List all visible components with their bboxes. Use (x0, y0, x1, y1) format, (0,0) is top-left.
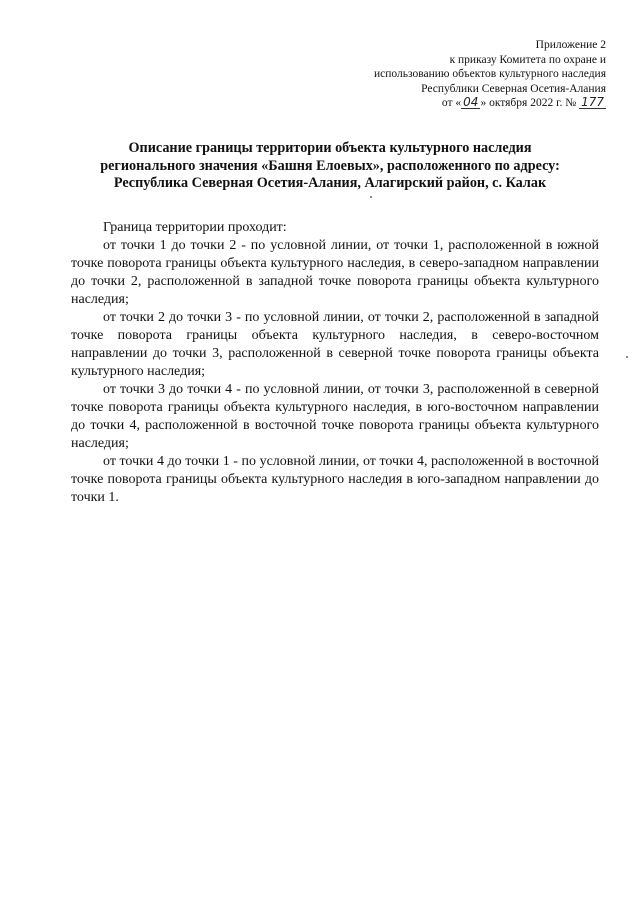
title-line-1: Описание границы территории объекта культурного наследия (128, 140, 532, 156)
boundary-segment-3-4: от точки 3 до точки 4 - по условной линии, от точки 3, расположенной в северной точке поворота границы объекта культурного наследия, в юго-восточном направлении до точки 4, расположенной в восточной точке поворота границы объекта культурного наследия; (71, 382, 599, 451)
document-body (71, 219, 599, 507)
appendix-header (286, 38, 606, 111)
title-line-3: Республика Северная Осетия-Алания, Алагирский район, с. Калак (113, 175, 547, 191)
handwritten-day: 04 (463, 95, 479, 109)
order-reference: к приказу Комитета по охране и (449, 53, 606, 66)
boundary-segment-2-3: от точки 2 до точки 3 - по условной линии, от точки 2, расположенной в западной точке поворота границы объекта культурного наследия, в северо-восточном направлении до точки 3, расположенной в северной точке поворота границы объекта культурного наследия; (71, 310, 599, 379)
appendix-label: Приложение 2 (535, 39, 606, 51)
document-title (60, 140, 600, 193)
scan-speck (370, 196, 372, 198)
order-date-line (286, 96, 606, 111)
date-prefix: от « (441, 97, 462, 109)
handwritten-order-number: 177 (581, 95, 604, 109)
scan-speck (626, 356, 628, 358)
republic-name: Республики Северная Осетия-Алания (421, 82, 606, 95)
boundary-segment-1-2: от точки 1 до точки 2 - по условной линии, от точки 1, расположенной в южной точке поворота границы объекта культурного наследия, в северо-западном направлении до точки 2, расположенной в западной точке поворота границы объекта культурного наследия; (71, 238, 599, 307)
date-middle: » октября 2022 г. № (480, 97, 580, 109)
committee-name: использованию объектов культурного наследия (373, 68, 606, 80)
title-line-2: регионального значения «Башня Елоевых», расположенного по адресу: (100, 157, 560, 174)
body-lead: Граница территории проходит: (103, 220, 287, 235)
boundary-segment-4-1: от точки 4 до точки 1 - по условной линии, от точки 4, расположенной в восточной точке поворота границы объекта культурного наследия в юго-западном направлении до точки 1. (71, 454, 599, 505)
